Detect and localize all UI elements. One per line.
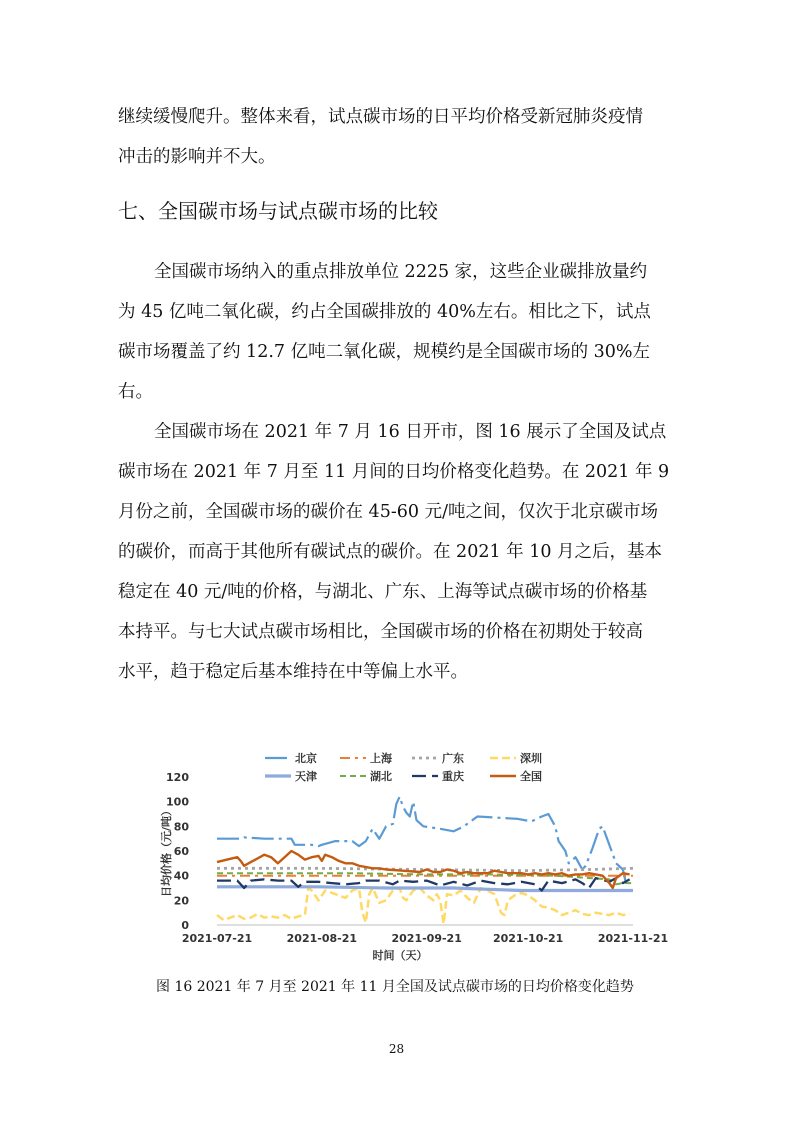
y-tick-label: 60 bbox=[173, 845, 189, 858]
legend-label: 湖北 bbox=[370, 770, 392, 783]
legend-label: 上海 bbox=[370, 752, 392, 765]
text-line: 冲击的影响并不大。 bbox=[118, 147, 276, 167]
legend-label: 北京 bbox=[295, 752, 317, 765]
x-tick-label: 2021-09-21 bbox=[391, 932, 462, 945]
x-tick-label: 2021-07-21 bbox=[181, 932, 253, 945]
y-tick-label: 0 bbox=[181, 919, 189, 932]
text-line: 右。 bbox=[118, 382, 153, 402]
text-line: 为 45 亿吨二氧化碳，约占全国碳排放的 40%左右。相比之下，试点 bbox=[118, 302, 651, 322]
text-line: 水平，趋于稳定后基本维持在中等偏上水平。 bbox=[118, 662, 468, 682]
y-tick-label: 80 bbox=[173, 820, 189, 834]
legend-label: 深圳 bbox=[520, 752, 542, 765]
paragraph-1 bbox=[118, 252, 674, 412]
text-line: 稳定在 40 元/吨的价格，与湖北、广东、上海等试点碳市场的价格基 bbox=[118, 582, 648, 602]
page-number: 28 bbox=[388, 1042, 405, 1056]
text-line: 碳市场在 2021 年 7 月至 11 月间的日均价格变化趋势。在 2021 年 9 bbox=[118, 462, 670, 482]
x-tick-label: 2021-10-21 bbox=[492, 932, 564, 945]
series-line-深圳 bbox=[217, 888, 630, 924]
text-line: 碳市场覆盖了约 12.7 亿吨二氧化碳，规模约是全国碳市场的 30%左 bbox=[118, 342, 651, 362]
legend-label: 重庆 bbox=[442, 770, 464, 783]
y-axis-title: 日均价格（元/吨） bbox=[160, 804, 173, 898]
y-tick-label: 120 bbox=[166, 771, 189, 784]
y-tick-label: 20 bbox=[173, 894, 189, 908]
y-tick-label: 40 bbox=[173, 869, 189, 883]
paragraph-2 bbox=[118, 412, 674, 692]
text-line: 本持平。与七大试点碳市场相比，全国碳市场的价格在初期处于较高 bbox=[118, 622, 643, 642]
text-line: 全国碳市场在 2021 年 7 月 16 日开市，图 16 展示了全国及试点 bbox=[154, 422, 667, 442]
text-line: 月份之前，全国碳市场的碳价在 45-60 元/吨之间，仅次于北京碳市场 bbox=[118, 502, 658, 522]
x-tick-label: 2021-11-21 bbox=[597, 932, 669, 945]
legend-label: 广东 bbox=[442, 752, 464, 765]
y-tick-label: 100 bbox=[166, 795, 189, 809]
series-line-天津 bbox=[217, 887, 633, 891]
price-trend-chart bbox=[150, 752, 669, 970]
legend-label: 天津 bbox=[295, 770, 317, 783]
figure-caption: 图 16 2021 年 7 月至 2021 年 11 月全国及试点碳市场的日均价格变化趋势 bbox=[156, 979, 634, 995]
legend-label: 全国 bbox=[520, 770, 542, 783]
x-axis-title: 时间（天） bbox=[372, 949, 428, 962]
text-line: 继续缓慢爬升。整体来看，试点碳市场的日平均价格受新冠肺炎疫情 bbox=[118, 107, 643, 127]
text-line: 全国碳市场纳入的重点排放单位 2225 家，这些企业碳排放量约 bbox=[154, 262, 648, 282]
text-line: 的碳价，而高于其他所有碳试点的碳价。在 2021 年 10 月之后，基本 bbox=[118, 542, 663, 562]
section-heading: 七、全国碳市场与试点碳市场的比较 bbox=[118, 199, 438, 223]
intro-paragraph bbox=[118, 97, 674, 177]
x-tick-label: 2021-08-21 bbox=[286, 932, 358, 945]
